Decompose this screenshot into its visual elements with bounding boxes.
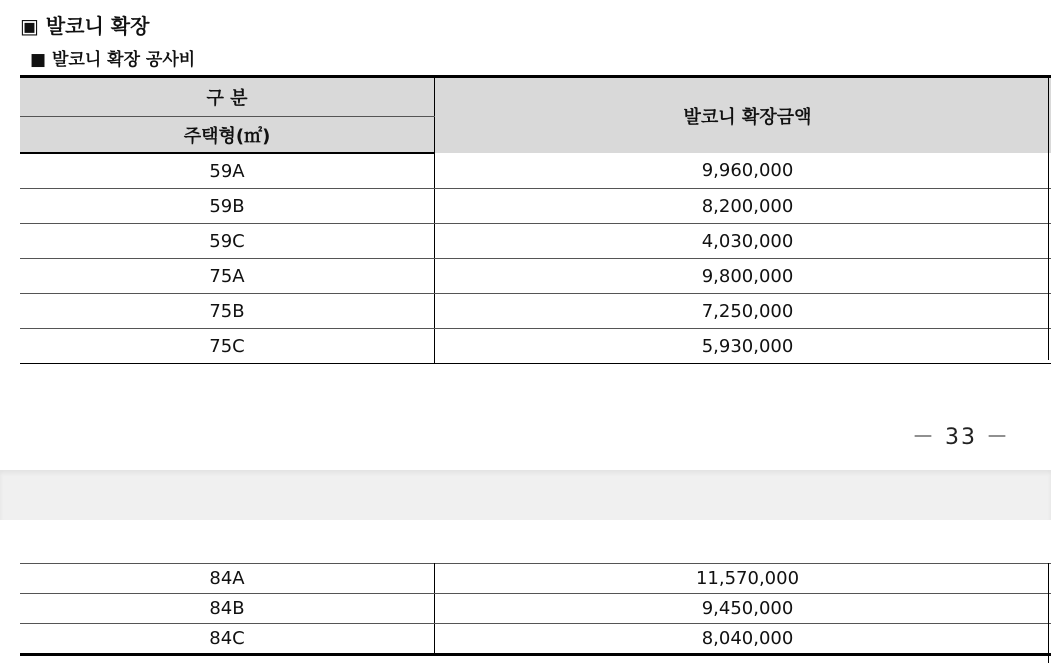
header-amount-cell: 발코니 확장금액 <box>435 77 1051 154</box>
table-row <box>20 259 1051 294</box>
balcony-cost-table <box>20 75 1051 364</box>
type-cell: 75C <box>20 329 435 364</box>
balcony-cost-table-continued <box>20 563 1051 656</box>
amount-cell: 7,250,000 <box>435 294 1051 329</box>
table-row <box>20 624 1051 655</box>
amount-cell: 9,800,000 <box>435 259 1051 294</box>
type-cell: 59B <box>20 189 435 224</box>
type-cell: 75A <box>20 259 435 294</box>
type-cell: 75B <box>20 294 435 329</box>
type-cell: 84A <box>20 564 435 594</box>
type-cell: 84B <box>20 594 435 624</box>
table-right-edge <box>1048 75 1049 360</box>
header-group-cell: 구 분 <box>20 77 435 117</box>
amount-cell: 9,450,000 <box>435 594 1051 624</box>
table-row <box>20 189 1051 224</box>
table-row <box>20 594 1051 624</box>
amount-cell: 11,570,000 <box>435 564 1051 594</box>
section-title: ▣ 발코니 확장 <box>20 14 150 38</box>
type-cell: 59A <box>20 153 435 189</box>
amount-cell: 4,030,000 <box>435 224 1051 259</box>
table-row <box>20 564 1051 594</box>
type-cell: 84C <box>20 624 435 655</box>
page-gap <box>0 470 1051 520</box>
header-type-cell: 주택형(㎡) <box>20 117 435 154</box>
amount-cell: 9,960,000 <box>435 153 1051 189</box>
table-right-edge <box>1048 563 1049 663</box>
amount-cell: 8,040,000 <box>435 624 1051 655</box>
table-row <box>20 153 1051 189</box>
amount-cell: 5,930,000 <box>435 329 1051 364</box>
type-cell: 59C <box>20 224 435 259</box>
table-row <box>20 329 1051 364</box>
subsection-title: ■ 발코니 확장 공사비 <box>30 50 196 70</box>
table-row <box>20 294 1051 329</box>
table-row <box>20 224 1051 259</box>
amount-cell: 8,200,000 <box>435 189 1051 224</box>
page-number: － 33 － <box>912 425 1010 450</box>
